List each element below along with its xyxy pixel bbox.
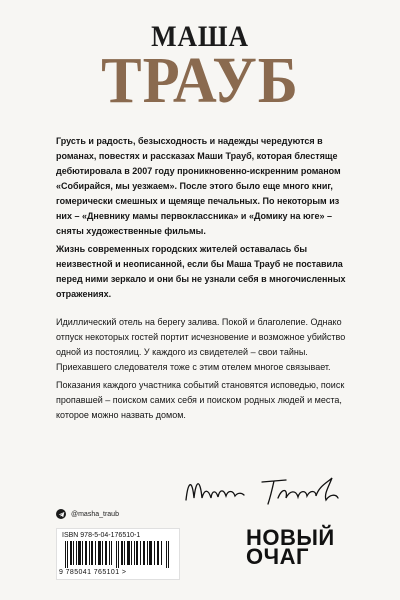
social-handle-text: @masha_traub <box>71 510 119 518</box>
blurb-paragraph-2: Жизнь современных городских жителей оставалась бы неизвестной и неописанной, если бы Маша Трауб не поставила перед ними зеркало и они бы не узнали себя в многочисленных отражениях. <box>56 244 346 299</box>
social-handle <box>56 509 119 519</box>
telegram-icon <box>56 509 66 519</box>
publisher-logo-line-1: НОВЫЙ <box>246 525 335 550</box>
blurb-paragraph-1: Грусть и радость, безысходность и надежды чередуются в романах, повестях и рассказах Маши Трауб, которая блестяще дебютировала в 2007 году проникновенно-искренним романом «Собирайся, мы уезжаем». После этого было еще много книг, гомерически смешных и щемяще печальных. По некоторым из них – «Дневнику мамы первоклассника» и «Домику на юге» – сняты художественные фильмы. <box>56 136 341 236</box>
author-first-name: МАША <box>151 20 249 53</box>
barcode-digits: 9 785041 765101 > <box>59 569 127 576</box>
blurb-paragraph-3: Идиллический отель на берегу залива. Покой и благолепие. Однако отпуск некоторых гостей портит исчезновение и возможное убийство одной из постоялиц. У каждого из свидетелей – свои тайны. Приехавшего следователя тоже с этим отелем многое связывает. <box>56 317 346 372</box>
isbn-barcode <box>56 528 180 580</box>
barcode-bars <box>65 541 171 568</box>
author-signature <box>178 460 348 520</box>
author-last-name: ТРАУБ <box>101 44 299 117</box>
publisher-logo-line-2: ОЧАГ <box>246 544 309 569</box>
publisher-logo <box>246 525 351 569</box>
isbn-label: ISBN 978-5-04-176510-1 <box>62 532 141 539</box>
blurb-paragraph-4: Показания каждого участника событий становятся исповедью, поиск пропавшей – поиском самих себя и поиском родных людей и места, которое можно назвать домом. <box>56 380 345 420</box>
